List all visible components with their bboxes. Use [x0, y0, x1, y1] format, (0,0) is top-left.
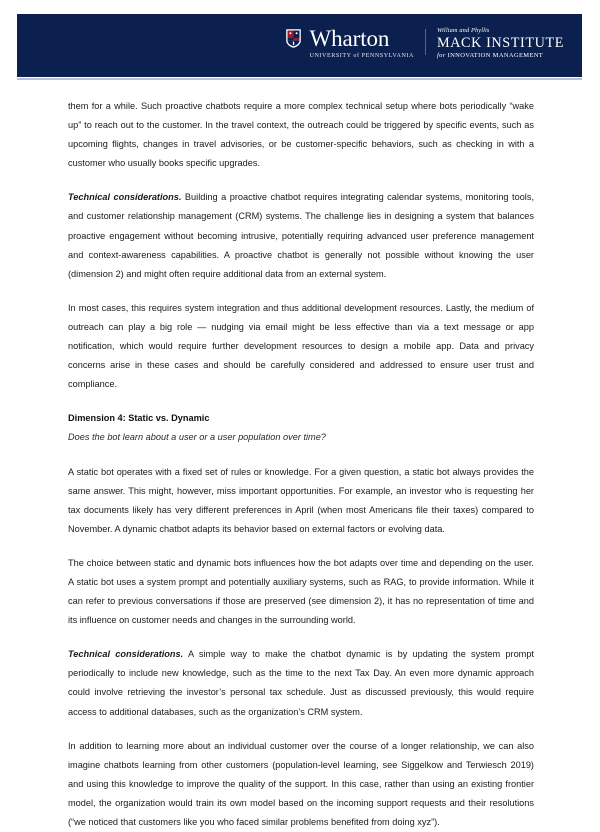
mack-tagline: [437, 53, 543, 60]
paragraph-text: them for a while. Such proactive chatbots require a more complex technical setup where bots periodically “wake up” to reach out to the customer. In the travel context, the outreach could be triggered by specific events, such as upcoming flights, changes in travel advisories, or be customer-specific behaviors, such as checking in with a customer who usually books specific upgrades.: [68, 101, 534, 169]
paragraph: [68, 554, 534, 630]
header-banner: [17, 14, 582, 77]
paragraph: [68, 299, 534, 394]
wharton-wordmark-block: [310, 27, 414, 59]
paragraph-text: In addition to learning more about an individual customer over the course of a longer relationship, we can also imagine chatbots learning from other customers (population-level learning, see Siggelkow and Terwiesch 2019) and using this knowledge to improve the quality of the support. In this case, rather than using an existing frontier model, the organization would train its own model based on the incoming support requests and their resolutions (“we noticed that customers like you who faced similar problems benefited from doing xyz”).: [68, 740, 534, 827]
paragraph: [68, 97, 534, 173]
paragraph-text: A simple way to make the chatbot dynamic is by updating the system prompt periodically to include new knowledge, such as the time to the next Tax Day. An even more dynamic approach could involve retrieving the investor’s personal tax schedule. Just as discussed previously, this would require access to additional databases, such as the organization’s CRM system.: [68, 649, 534, 717]
mack-institute-block: [437, 27, 564, 59]
section-heading-dimension-4: Dimension 4: Static vs. Dynamic: [68, 413, 210, 424]
paragraph: [68, 463, 534, 539]
wharton-wordmark: Wharton: [309, 26, 390, 51]
paragraph: [68, 737, 534, 832]
brand-logo-lockup: [286, 27, 564, 59]
paragraph-text: In most cases, this requires system integration and thus additional development resources. Lastly, the medium of outreach can play a big role — nudging via email might be less effective than via a text message or app notification, which would require further development resources to design a mobile app. Data and privacy concerns arise in these cases and should be carefully considered and addressed to ensure user trust and compliance.: [68, 302, 534, 390]
mack-eyebrow-text: William and Phyllis: [436, 27, 490, 34]
paragraph-text: The choice between static and dynamic bots influences how the bot adapts over time and depending on the user. A static bot uses a system prompt and potentially auxiliary systems, such as RAG, to provide information. While it can refer to previous conversations if those are preserved (see dimension 2), it has no representation of time and its influence on customer needs and changes in the surrounding world.: [68, 557, 534, 626]
mack-tagline-rest: INNOVATION MANAGEMENT: [447, 51, 544, 59]
mack-institute-title: MACK INSTITUTE: [436, 34, 564, 51]
paragraph-text: A static bot operates with a fixed set of rules or knowledge. For a given question, a static bot always provides the same answer. This might, however, miss important opportunities. For example, an investor who is requesting her tax documents likely has very different preferences in April (when most Americans file their taxes) compared to November. A dynamic chatbot adapts its behavior based on external factors or evolving data.: [68, 466, 534, 534]
paragraph-text: Building a proactive chatbot requires integrating calendar systems, monitoring tools, and customer relationship management (CRM) systems. The challenge lies in designing a system that balances proactive engagement without becoming intrusive, potentially requiring advanced user preference management and context-awareness capabilities. A proactive chatbot is generally not possible without knowing the user (dimension 2) and might often require additional data from an external system.: [68, 192, 534, 279]
paragraph: [68, 645, 534, 721]
mack-tagline-for: for: [436, 51, 446, 59]
document-body: [68, 97, 534, 832]
penn-shield-icon: [286, 29, 301, 48]
paragraph: [68, 188, 534, 283]
paragraph-lead-in: Technical considerations.: [68, 192, 182, 203]
logo-divider: [425, 29, 426, 55]
paragraph-lead-in: Technical considerations.: [68, 649, 184, 660]
section-subtitle: Does the bot learn about a user or a user population over time?: [68, 432, 326, 443]
wharton-university-subtitle: UNIVERSITY of PENNSYLVANIA: [309, 53, 414, 59]
